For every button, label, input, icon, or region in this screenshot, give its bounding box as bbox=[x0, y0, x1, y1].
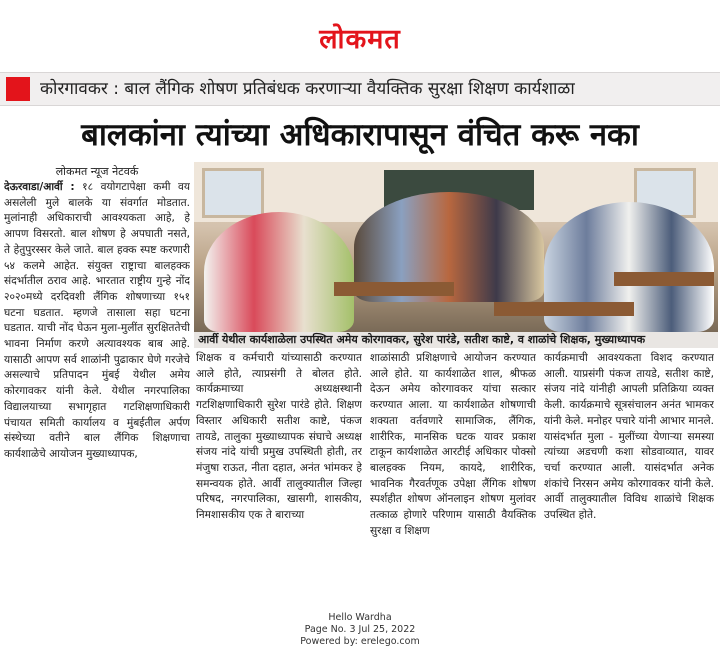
masthead bbox=[0, 18, 720, 62]
kicker-text: कोरगावकर : बाल लैंगिक शोषण प्रतिबंधक करणाऱ्या वैयक्तिक सुरक्षा शिक्षण कार्यशाळा bbox=[40, 79, 575, 99]
column-3-text: शाळांसाठी प्रशिक्षणाचे आयोजन करण्यात आले होते. या कार्यशाळेत शाल, श्रीफळ देऊन अमेय कोरगावकर यांचा सत्कार करण्यात आला. या कार्यशाळेत शोषणाची शक्यता वर्तवणारे सामाजिक, लैंगिक, शारीरिक, मानसिक घटक यावर प्रकाश टाकून कार्यशाळेत आरटीई अधिकार पोक्सो बालहक्क नियम, कायदे, शारीरिक, भावनिक गैरवर्तणूक उपेक्षा लैंगिक शोषण स्पर्शहीत शोषण ऑनलाइन शोषण मुलांवर तत्काळ होणारे परिणाम यासाठी वैयक्तिक सुरक्षा व शिक्षण bbox=[370, 352, 536, 537]
article-column-2 bbox=[196, 351, 362, 606]
page-footer bbox=[0, 612, 720, 648]
headline: बालकांना त्यांच्या अधिकारापासून वंचित करू नका bbox=[81, 117, 639, 153]
event-photo bbox=[194, 162, 718, 332]
column-1-text: १८ वयोगटापेक्षा कमी वय असलेली मुले बालके या संवर्गात मोडतात. मुलांनाही अधिकाराची आवश्यकता आहे, हे आपण विसरतो. बाल शोषण हे अपघाती नसते, ते हेतुपुरस्सर केले जाते. बाल हक्क स्पष्ट करणारी ५४ कलमे आहेत. संयुक्त राष्ट्राचा बालहक्क संदर्भातील ठराव आहे. भारतात राष्ट्रीय गुन्हे नोंद २०२०मध्ये दरदिवशी लैंगिक शोषणाच्या १५१ घटना घडतात. म्हणजे तासाला सहा घटना घडतात. याची नोंद घेऊन मुला-मुलींत सुरक्षिततेची भावना निर्माण करणे अत्यावश्यक बाब आहे. यासाठी आपण सर्व शाळांनी पुढाकार घेणे गरजेचे असल्याचे प्रतिपादन मुंबई येथील अमेय कोरगावकर यांनी केले. येथील नगरपालिका विद्यालयाच्या सभागृहात गटशिक्षणाधिकारी पंचायत समिती कार्यालय व मुंबईतील अर्पण संस्थेच्या वतीने बाल लैंगिक शिक्षणाचा कार्यशाळेचे आयोजन मुख्याध्यापक, bbox=[4, 181, 190, 460]
byline: लोकमत न्यूज नेटवर्क bbox=[55, 165, 139, 178]
photo-desk-2 bbox=[494, 302, 634, 316]
photo-people-left bbox=[204, 212, 354, 332]
kicker-strip bbox=[0, 72, 720, 106]
article-column-4 bbox=[544, 351, 714, 606]
article-column-3 bbox=[370, 351, 536, 606]
kicker-red-marker bbox=[6, 77, 30, 101]
column-4-text: कार्यक्रमाची आवश्यकता विशद करण्यात आली. याप्रसंगी पंकज तायडे, सतीश काष्टे, संजय नांदे यांनीही आपली प्रतिक्रिया व्यक्त केली. कार्यक्रमाचे सूत्रसंचालन अनंत भामकर यांनी केले. मनोहर पचारे यांनी आभार मानले. यासंदर्भात मुला - मुलींच्या येणाऱ्या समस्या त्यांच्या अडचणी कशा सोडवाव्यात, यावर चर्चा करण्यात आली. यासंदर्भात अनेक शंकांचे निरसन अमेय कोरगावकर यांनी केले. आर्वी तालुक्यातील विविध शाळांचे शिक्षक उपस्थित होते. bbox=[544, 352, 714, 522]
footer-powered-by: Powered by: erelego.com bbox=[300, 636, 420, 647]
dateline: देऊरवाडा/आर्वी : bbox=[4, 181, 75, 193]
photo-caption: आर्वी येथील कार्यशाळेला उपस्थित अमेय कोरगावकर, सुरेश पारंडे, सतीश काष्टे, व शाळांचे शिक्षक, मुख्याध्यापक bbox=[194, 332, 718, 348]
newspaper-logo: लोकमत bbox=[319, 24, 401, 55]
article-column-1 bbox=[4, 164, 190, 604]
photo-desk-1 bbox=[334, 282, 454, 296]
footer-edition: Hello Wardha bbox=[328, 612, 392, 623]
photo-desk-3 bbox=[614, 272, 714, 286]
column-2-text: शिक्षक व कर्मचारी यांच्यासाठी करण्यात आले होते, त्याप्रसंगी ते बोलत होते. कार्यक्रमाच्या अध्यक्षस्थानी गटशिक्षणाधिकारी सुरेश पारंडे होते. शिक्षण विस्तार अधिकारी सतीश काष्टे, पंकज तायडे, तालुका मुख्याध्यापक संघाचे अध्यक्ष संजय नांदे यांची प्रमुख उपस्थिती होती, तर मंजुषा राऊत, नीता दहात, अनंत भांमकर हे समन्वयक होते. आर्वी तालुक्यातील जिल्हा परिषद, नगरपालिका, खासगी, शासकीय, निमशासकीय एक ते बाराच्या bbox=[196, 352, 362, 522]
photo-window-left bbox=[202, 168, 264, 218]
footer-page-date: Page No. 3 Jul 25, 2022 bbox=[304, 624, 416, 635]
